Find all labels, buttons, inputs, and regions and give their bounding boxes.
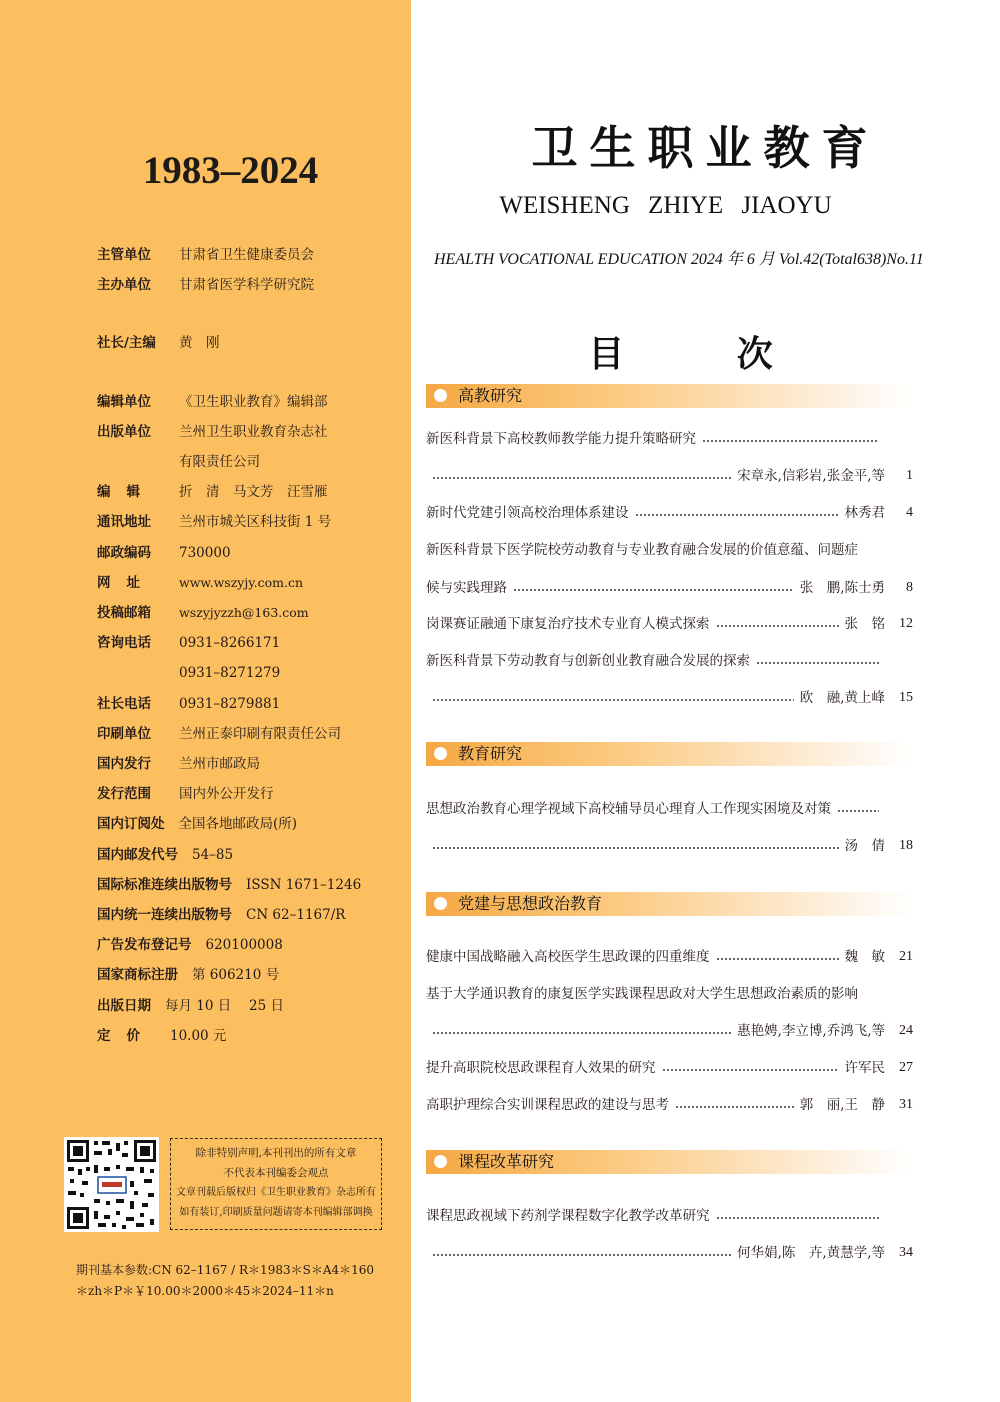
info-label: 投稿邮箱 [97, 605, 151, 622]
entry-title: 岗课赛证融通下康复治疗技术专业育人模式探索 [426, 616, 710, 632]
info-row [97, 240, 407, 270]
toc-entry-continued[interactable] [426, 687, 913, 709]
info-value: 有限责任公司 [179, 454, 260, 471]
entry-authors: 林秀君 [844, 505, 885, 521]
info-value: 兰州卫生职业教育杂志社 [179, 423, 328, 440]
entry-page: 24 [899, 1023, 913, 1038]
info-label: 国家商标注册 [97, 967, 178, 984]
entry-title-continued: 候与实践理路 [426, 580, 507, 596]
notice-line: 文章刊载后版权归《卫生职业教育》杂志所有 [176, 1187, 376, 1198]
section-header [426, 742, 912, 766]
toc-entry[interactable] [426, 946, 913, 968]
info-row [97, 809, 407, 839]
section-bullet-icon [434, 747, 447, 760]
info-label: 主办单位 [97, 277, 151, 294]
entry-title: 新医科背景下高校教师教学能力提升策略研究 [426, 431, 696, 447]
toc-entry-continued[interactable] [426, 577, 913, 599]
info-row [97, 689, 407, 719]
qr-code-icon [64, 1137, 159, 1232]
info-value: 第 606210 号 [192, 967, 280, 984]
section-bullet-icon [434, 1155, 447, 1168]
info-label: 发行范围 [97, 786, 151, 803]
toc-entry[interactable] [426, 983, 913, 1005]
section-header [426, 384, 912, 408]
entry-page: 8 [906, 580, 913, 595]
info-value: 0931–8266171 [179, 635, 281, 652]
leader-dots [662, 1069, 839, 1071]
info-label: 国内订阅处 [97, 816, 165, 833]
info-row [97, 507, 407, 537]
entry-authors: 何华娟,陈 卉,黄慧学,等 [737, 1245, 885, 1261]
section-title: 课程改革研究 [458, 1152, 555, 1171]
notice-line: 如有装订,印刷质量问题请寄本刊编辑部调换 [179, 1207, 373, 1218]
info-label: 编辑单位 [97, 393, 151, 410]
toc-entry[interactable] [426, 1057, 913, 1079]
entry-title: 高职护理综合实训课程思政的建设与思考 [426, 1097, 669, 1113]
entry-title: 新时代党建引领高校治理体系建设 [426, 505, 629, 521]
info-value: 0931–8279881 [179, 695, 281, 712]
journal-title-english: HEALTH VOCATIONAL EDUCATION 2024 年 6 月 Vol.42(Total638)No.11 [434, 251, 924, 268]
leader-dots [675, 1106, 794, 1108]
info-value: 兰州市邮政局 [179, 756, 260, 773]
info-label: 通讯地址 [97, 514, 151, 531]
info-row [97, 538, 407, 568]
entry-title: 新医科背景下医学院校劳动教育与专业教育融合发展的价值意蕴、问题症 [426, 542, 858, 558]
info-row [97, 930, 407, 960]
info-row [97, 991, 407, 1021]
info-value: 国内外公开发行 [179, 786, 274, 803]
leader-dots [432, 699, 794, 701]
leader-dots [635, 514, 839, 516]
toc-entry[interactable] [426, 650, 913, 672]
leader-dots [837, 810, 879, 812]
info-row [97, 1021, 407, 1051]
leader-dots [716, 1217, 880, 1219]
info-label: 国际标准连续出版物号 [97, 876, 232, 893]
leader-dots [756, 662, 879, 664]
info-row [97, 900, 407, 930]
entry-page: 4 [906, 505, 913, 520]
toc-entry[interactable] [426, 798, 913, 820]
info-label: 主管单位 [97, 247, 151, 263]
section-title: 教育研究 [458, 744, 523, 763]
info-label: 印刷单位 [97, 725, 151, 742]
journal-parameters [76, 1260, 406, 1302]
info-row [97, 270, 407, 300]
params-line: 期刊基本参数:CN 62–1167 / R＊1983＊S＊A4＊160 [76, 1263, 375, 1277]
info-label [97, 658, 179, 688]
info-row [97, 628, 407, 658]
entry-page: 34 [899, 1245, 913, 1260]
leader-dots [513, 589, 794, 591]
entry-authors: 张 铭 [844, 616, 885, 632]
info-label: 出版单位 [97, 423, 151, 440]
info-row [97, 840, 407, 870]
toc-heading: 目 次 [588, 333, 823, 375]
entry-authors: 宋章永,信彩岩,张金平,等 [737, 468, 885, 484]
info-row [97, 568, 407, 598]
info-row [97, 447, 407, 477]
section-bullet-icon [434, 389, 447, 402]
entry-authors: 欧 融,黄上峰 [799, 690, 885, 706]
entry-authors: 汤 倩 [844, 838, 885, 854]
info-value: CN 62–1167/R [246, 907, 346, 924]
info-label: 国内统一连续出版物号 [97, 907, 232, 924]
info-value: 全国各地邮政局(所) [178, 816, 298, 833]
entry-page: 18 [899, 838, 913, 853]
entry-page: 27 [899, 1060, 913, 1075]
journal-title-pinyin: WEISHENG ZHIYE JIAOYU [499, 192, 832, 219]
info-value: 《卫生职业教育》编辑部 [179, 393, 328, 410]
info-value: 甘肃省医学科学研究院 [179, 277, 314, 294]
info-value: 黄 刚 [179, 335, 220, 352]
years-range: 1983–2024 [142, 149, 319, 192]
section-header [426, 892, 912, 916]
publication-info [97, 240, 407, 1051]
leader-dots [432, 477, 731, 479]
info-value: 54–85 [192, 846, 234, 863]
toc-entry[interactable] [426, 539, 913, 561]
leader-dots [432, 847, 839, 849]
entry-page: 15 [899, 690, 913, 705]
leader-dots [432, 1254, 731, 1256]
website-value: www.wszyjy.com.cn [179, 574, 304, 590]
info-label: 咨询电话 [97, 635, 151, 652]
params-line: ＊zh＊P＊￥10.00＊2000＊45＊2024–11＊n [76, 1284, 334, 1298]
info-label: 网址 [97, 574, 156, 591]
copyright-notice [170, 1138, 382, 1230]
info-label: 广告发布登记号 [97, 937, 192, 954]
toc-entry-continued[interactable] [426, 1020, 913, 1042]
entry-authors: 郭 丽,王 静 [799, 1097, 885, 1113]
info-value: ISSN 1671–1246 [246, 876, 362, 893]
section-title: 高教研究 [458, 386, 523, 405]
info-label: 国内邮发代号 [97, 846, 178, 863]
entry-authors: 魏 敏 [844, 949, 885, 965]
entry-title: 新医科背景下劳动教育与创新创业教育融合发展的探索 [426, 653, 750, 669]
entry-page: 21 [899, 949, 913, 964]
entry-title: 课程思政视域下药剂学课程数字化教学改革研究 [426, 1208, 710, 1224]
notice-line: 不代表本刊编委会观点 [223, 1167, 329, 1179]
toc-entry-continued[interactable] [426, 1242, 913, 1264]
email-value: wszyjyzzh@163.com [179, 605, 309, 621]
journal-title-chinese: 卫生职业教育 [531, 121, 880, 175]
section-bullet-icon [434, 897, 447, 910]
toc-entry[interactable] [426, 1094, 913, 1116]
info-row [97, 658, 407, 688]
entry-authors: 张 鹏,陈士勇 [799, 580, 885, 596]
info-label: 国内发行 [97, 756, 151, 773]
info-value: 兰州市城关区科技街 1 号 [179, 514, 332, 531]
info-value: 甘肃省卫生健康委员会 [179, 247, 314, 263]
info-row [97, 870, 407, 900]
info-label: 社长/主编 [97, 335, 156, 352]
info-row [97, 387, 407, 417]
entry-title: 思想政治教育心理学视域下高校辅导员心理育人工作现实困境及对策 [426, 801, 831, 817]
info-label: 出版日期 [97, 997, 151, 1014]
section-title: 党建与思想政治教育 [458, 894, 603, 913]
info-value: 每月 10 日 25 日 [165, 997, 285, 1014]
toc-entry-continued[interactable] [426, 835, 913, 857]
entry-authors: 许军民 [844, 1060, 885, 1076]
entry-title: 基于大学通识教育的康复医学实践课程思政对大学生思想政治素质的影响 [426, 986, 858, 1002]
entry-page: 31 [899, 1097, 913, 1112]
entry-authors: 惠艳娉,李立博,乔鸿飞,等 [737, 1023, 885, 1039]
toc-entry[interactable] [426, 613, 913, 635]
info-label [97, 447, 179, 477]
entry-title: 健康中国战略融入高校医学生思政课的四重维度 [426, 949, 710, 965]
entry-page: 12 [899, 616, 913, 631]
info-row [97, 417, 407, 447]
info-row [97, 960, 407, 990]
info-row [97, 749, 407, 779]
toc-entry[interactable] [426, 428, 913, 450]
leader-dots [432, 1032, 731, 1034]
info-value: 折 清 马文芳 汪雪雁 [179, 484, 328, 501]
leader-dots [716, 625, 839, 627]
toc-entry[interactable] [426, 502, 913, 524]
leader-dots [716, 958, 839, 960]
toc-entry-continued[interactable] [426, 465, 913, 487]
leader-dots [702, 440, 879, 442]
info-value: 0931–8271279 [179, 665, 281, 682]
notice-line: 除非特别声明,本刊刊出的所有文章 [195, 1147, 357, 1159]
info-row [97, 477, 407, 507]
info-row [97, 328, 407, 358]
entry-title: 提升高职院校思政课程育人效果的研究 [426, 1060, 656, 1076]
info-row [97, 719, 407, 749]
info-row [97, 779, 407, 809]
info-label: 编辑 [97, 484, 156, 501]
info-value: 10.00 元 [170, 1027, 227, 1044]
info-value: 620100008 [205, 937, 283, 954]
info-label: 邮政编码 [97, 544, 151, 561]
info-value: 730000 [179, 544, 231, 561]
entry-page: 1 [906, 468, 913, 483]
section-header [426, 1150, 912, 1174]
info-value: 兰州正泰印刷有限责任公司 [179, 725, 341, 742]
toc-entry[interactable] [426, 1205, 913, 1227]
info-label: 定价 [97, 1027, 156, 1044]
info-label: 社长电话 [97, 695, 151, 712]
info-row [97, 598, 407, 628]
